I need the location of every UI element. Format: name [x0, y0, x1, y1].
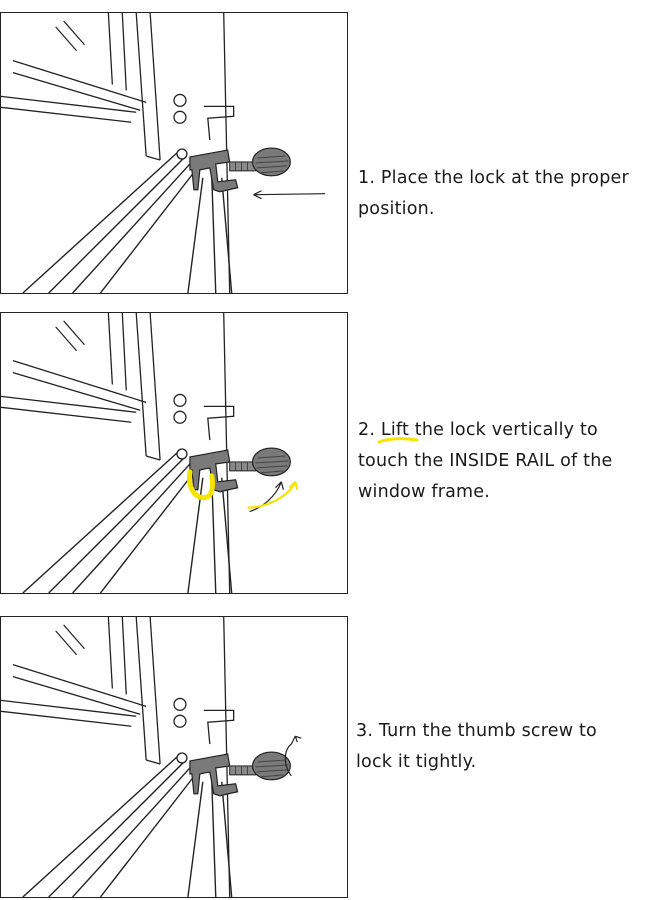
- step-2-line-3: window frame.: [358, 482, 491, 502]
- step-2-highlight-word: Lift: [380, 420, 410, 440]
- step-3-line-2: lock it tightly.: [356, 752, 477, 772]
- step-1-instruction: [358, 163, 648, 225]
- step-3-instruction: [356, 716, 646, 778]
- lift-highlight: [381, 415, 409, 446]
- window-lock-diagram-3: [1, 617, 347, 897]
- window-lock-diagram-2: [1, 313, 347, 593]
- step-3-line-1: [356, 716, 646, 747]
- step-1-line-2: position.: [358, 199, 435, 219]
- step-2-instruction: [358, 415, 648, 508]
- window-lock-diagram-1: [1, 13, 347, 293]
- step-2-line-1-text: the lock vertically to: [414, 420, 598, 440]
- step-1-illustration: [0, 12, 348, 294]
- step-3-illustration: [0, 616, 348, 898]
- curved-up-arrow-icon: [248, 482, 298, 512]
- arrow-left-icon: [254, 191, 326, 199]
- step-2-illustration: [0, 312, 348, 594]
- yellow-underline-icon: [377, 436, 419, 446]
- step-2-number: 2.: [358, 420, 376, 440]
- step-1-line-1: [358, 163, 648, 194]
- step-3-number: 3.: [356, 721, 374, 741]
- step-2-line-1: [358, 415, 648, 446]
- step-1-line-1-text: Place the lock at the proper: [380, 168, 629, 188]
- step-2-line-2: touch the INSIDE RAIL of the: [358, 451, 613, 471]
- rotate-arrow-icon: [285, 736, 301, 776]
- step-1-number: 1.: [358, 168, 376, 188]
- step-3-line-1-text: Turn the thumb screw to: [378, 721, 597, 741]
